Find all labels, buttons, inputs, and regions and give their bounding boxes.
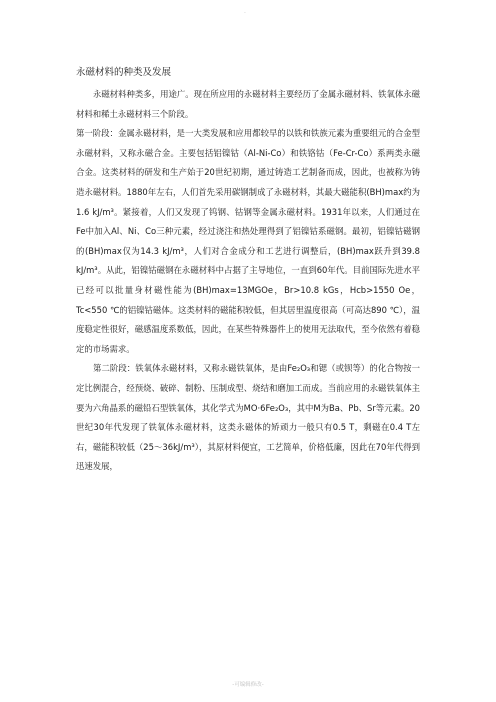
paragraph-stage-one: 第一阶段：金属永磁材料，是一大类发展和应用都较早的以铁和铁族元素为重要组元的合金型永磁材料，又称永磁合金。主要包括铝镍钴（Al-Ni-Co）和铁铬钴（Fe-Cr-Co）系两类永磁合金。这类材料的研发和生产始于20世纪初期，通过铸造工艺制备而成，因此，也被称为铸造永磁材料。1880年左右，人们首先采用碳钢制成了永磁材料，其最大磁能积(BH)max约为1.6 kJ/m³。紧接着，人们又发现了钨钢、钴钢等金属永磁材料。1931年以来，人们通过在Fe中加入Al、Ni、Co三种元素，经过浇注和热处理得到了铝镍钴系磁钢。最初，铝镍钴磁钢的(BH)max仅为14.3 kJ/m³，人们对合金成分和工艺进行调整后，(BH)max跃升到39.8 kJ/m³。从此，铝镍钴磁钢在永磁材料中占据了主导地位，一直到60年代。目前国际先进水平已经可以批量身材磁性能为(BH)max=13MGOe，Br>10.8 kGs，Hcb>1550 Oe，Tc<550 ℃的铝镍钴磁体。这类材料的磁能积较低，但其居里温度很高（可高达890 ℃），温度稳定性很好，磁感温度系数低，因此，在某些特殊器件上的使用无法取代，至今依然有着稳定的市场需求。 bbox=[76, 128, 420, 354]
document-title: 永磁材料的种类及发展 bbox=[76, 67, 172, 78]
paragraph-stage-two: 第二阶段：铁氧体永磁材料，又称永磁铁氧体，是由Fe₂O₃和锶（或钡等）的化合物按一定比例混合，经预烧、破碎、制粉、压制成型、烧结和磨加工而成。当前应用的永磁铁氧体主要为六角晶系的磁铅石型铁氧体，其化学式为MO·6Fe₂O₃，其中M为Ba、Pb、Sr等元素。20世纪30年代发现了铁氧体永磁材料，这类永磁体的矫顽力一般只有0.5 T，剩磁在0.4 T左右，磁能积较低（25～36kJ/m³），其原材料便宜，工艺简单，价格低廉，因此在70年代得到迅速发展， bbox=[76, 363, 420, 472]
page-footer: -可编辑修改- bbox=[232, 682, 264, 688]
document-body bbox=[76, 66, 420, 477]
paragraph-intro: 永磁材料种类多，用途广。现在所应用的永磁材料主要经历了金属永磁材料、铁氧体永磁材料和稀土永磁材料三个阶段。 bbox=[76, 89, 420, 119]
page-top-mark: · bbox=[244, 10, 246, 17]
